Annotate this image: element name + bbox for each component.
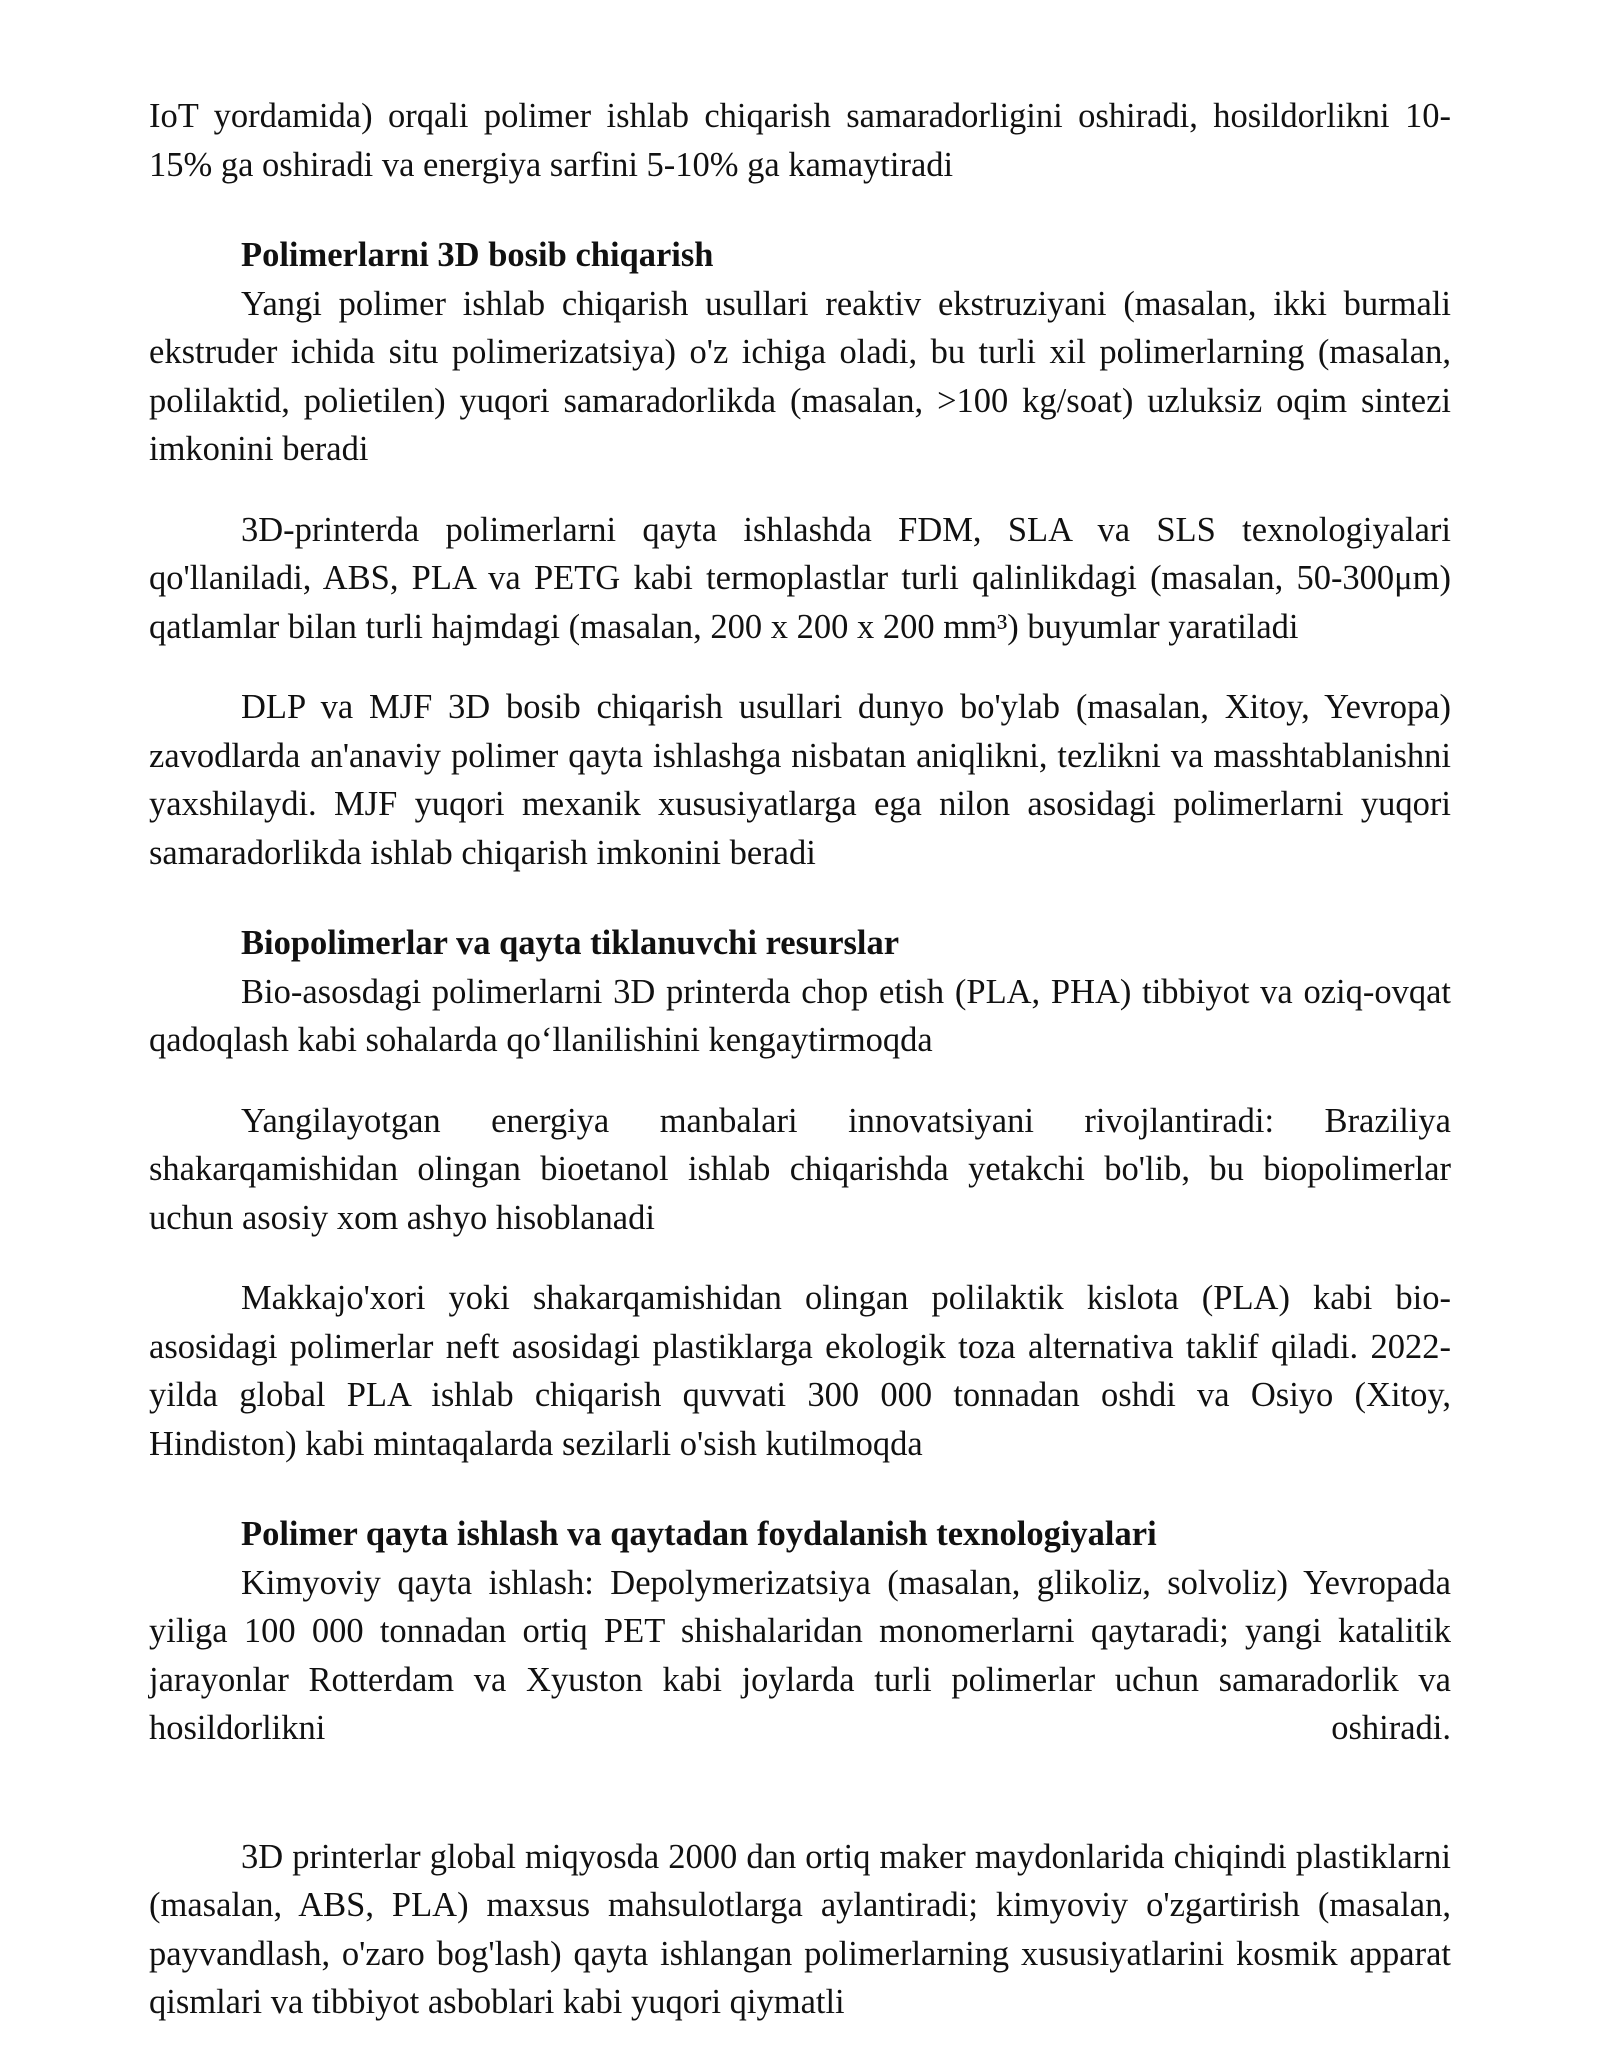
paragraph-dlp-mjf: DLP va MJF 3D bosib chiqarish usullari dunyo bo'ylab (masalan, Xitoy, Yevropa) zavodlarda an'anaviy polimer qayta ishlashga nisbatan aniqlikni, tezlikni va masshtablanishni yaxshilaydi. MJF yuqori mexanik xususiyatlarga ega nilon asosidagi polimerlarni yuqori samaradorlikda ishlab chiqarish imkonini beradi	[149, 688, 1451, 872]
paragraph-reactive-extrusion: Yangi polimer ishlab chiqarish usullari reaktiv ekstruziyani (masalan, ikki burmali ekstruder ichida situ polimerizatsiya) o'z ichiga oladi, bu turli xil polimerlarning (masalan, polilaktid, polietilen) yuqori samaradorlikda (masalan, >100 kg/soat) uzluksiz oqim sintezi imkonini beradi	[149, 284, 1451, 468]
paragraph-fdm-sla-sls: 3D-printerda polimerlarni qayta ishlashda FDM, SLA va SLS texnologiyalari qo'llaniladi, ABS, PLA va PETG kabi termoplastlar turli qalinlikdagi (masalan, 50-300μm) qatlamlar bilan turli hajmdagi (masalan, 200 x 200 x 200 mm³) buyumlar yaratiladi	[149, 510, 1451, 646]
heading-recycling: Polimer qayta ishlash va qaytadan foydalanish texnologiyalari	[241, 1515, 1157, 1553]
paragraph-chemical-recycling: Kimyoviy qayta ishlash: Depolymerizatsiya (masalan, glikoliz, solvoliz) Yevropada yiliga 100 000 tonnadan ortiq PET shishalaridan monomerlarni qaytaradi; yangi katalitik jarayonlar Rotterdam va Xyuston kabi joylarda turli polimerlar uchun samaradorlik va hosildorlikni oshiradi.	[149, 1563, 1451, 1747]
document-page	[149, 92, 1451, 2027]
paragraph-3d-printers-waste: 3D printerlar global miqyosda 2000 dan ortiq maker maydonlarida chiqindi plastiklarni (masalan, ABS, PLA) maxsus mahsulotlarga aylantiradi; kimyoviy o'zgartirish (masalan, payvandlash, o'zaro bog'lash) qayta ishlangan polimerlarning xususiyatlarini kosmik apparat qismlari va tibbiyot asboblari kabi yuqori qiymatli	[149, 1837, 1451, 2021]
paragraph-renewable-energy: Yangilayotgan energiya manbalari innovatsiyani rivojlantiradi: Braziliya shakarqamishidan olingan bioetanol ishlab chiqarishda yetakchi bo'lib, bu biopolimerlar uchun asosiy xom ashyo hisoblanadi	[149, 1101, 1451, 1237]
paragraph-pla: Makkajo'xori yoki shakarqamishidan olingan polilaktik kislota (PLA) kabi bio-asosidagi polimerlar neft asosidagi plastiklarga ekologik toza alternativa taklif qiladi. 2022-yilda global PLA ishlab chiqarish quvvati 300 000 tonnadan oshdi va Osiyo (Xitoy, Hindiston) kabi mintaqalarda sezilarli o'sish kutilmoqda	[149, 1279, 1451, 1463]
paragraph-iot: IoT yordamida) orqali polimer ishlab chiqarish samaradorligini oshiradi, hosildorlikni 10-15% ga oshiradi va energiya sarfini 5-10% ga kamaytiradi	[149, 97, 1451, 184]
paragraph-bio-printing: Bio-asosdagi polimerlarni 3D printerda chop etish (PLA, PHA) tibbiyot va oziq-ovqat qadoqlash kabi sohalarda qo‘llanilishini kengaytirmoqda	[149, 972, 1451, 1059]
heading-3d-printing: Polimerlarni 3D bosib chiqarish	[241, 236, 714, 274]
heading-biopolymers: Biopolimerlar va qayta tiklanuvchi resurslar	[241, 924, 900, 962]
